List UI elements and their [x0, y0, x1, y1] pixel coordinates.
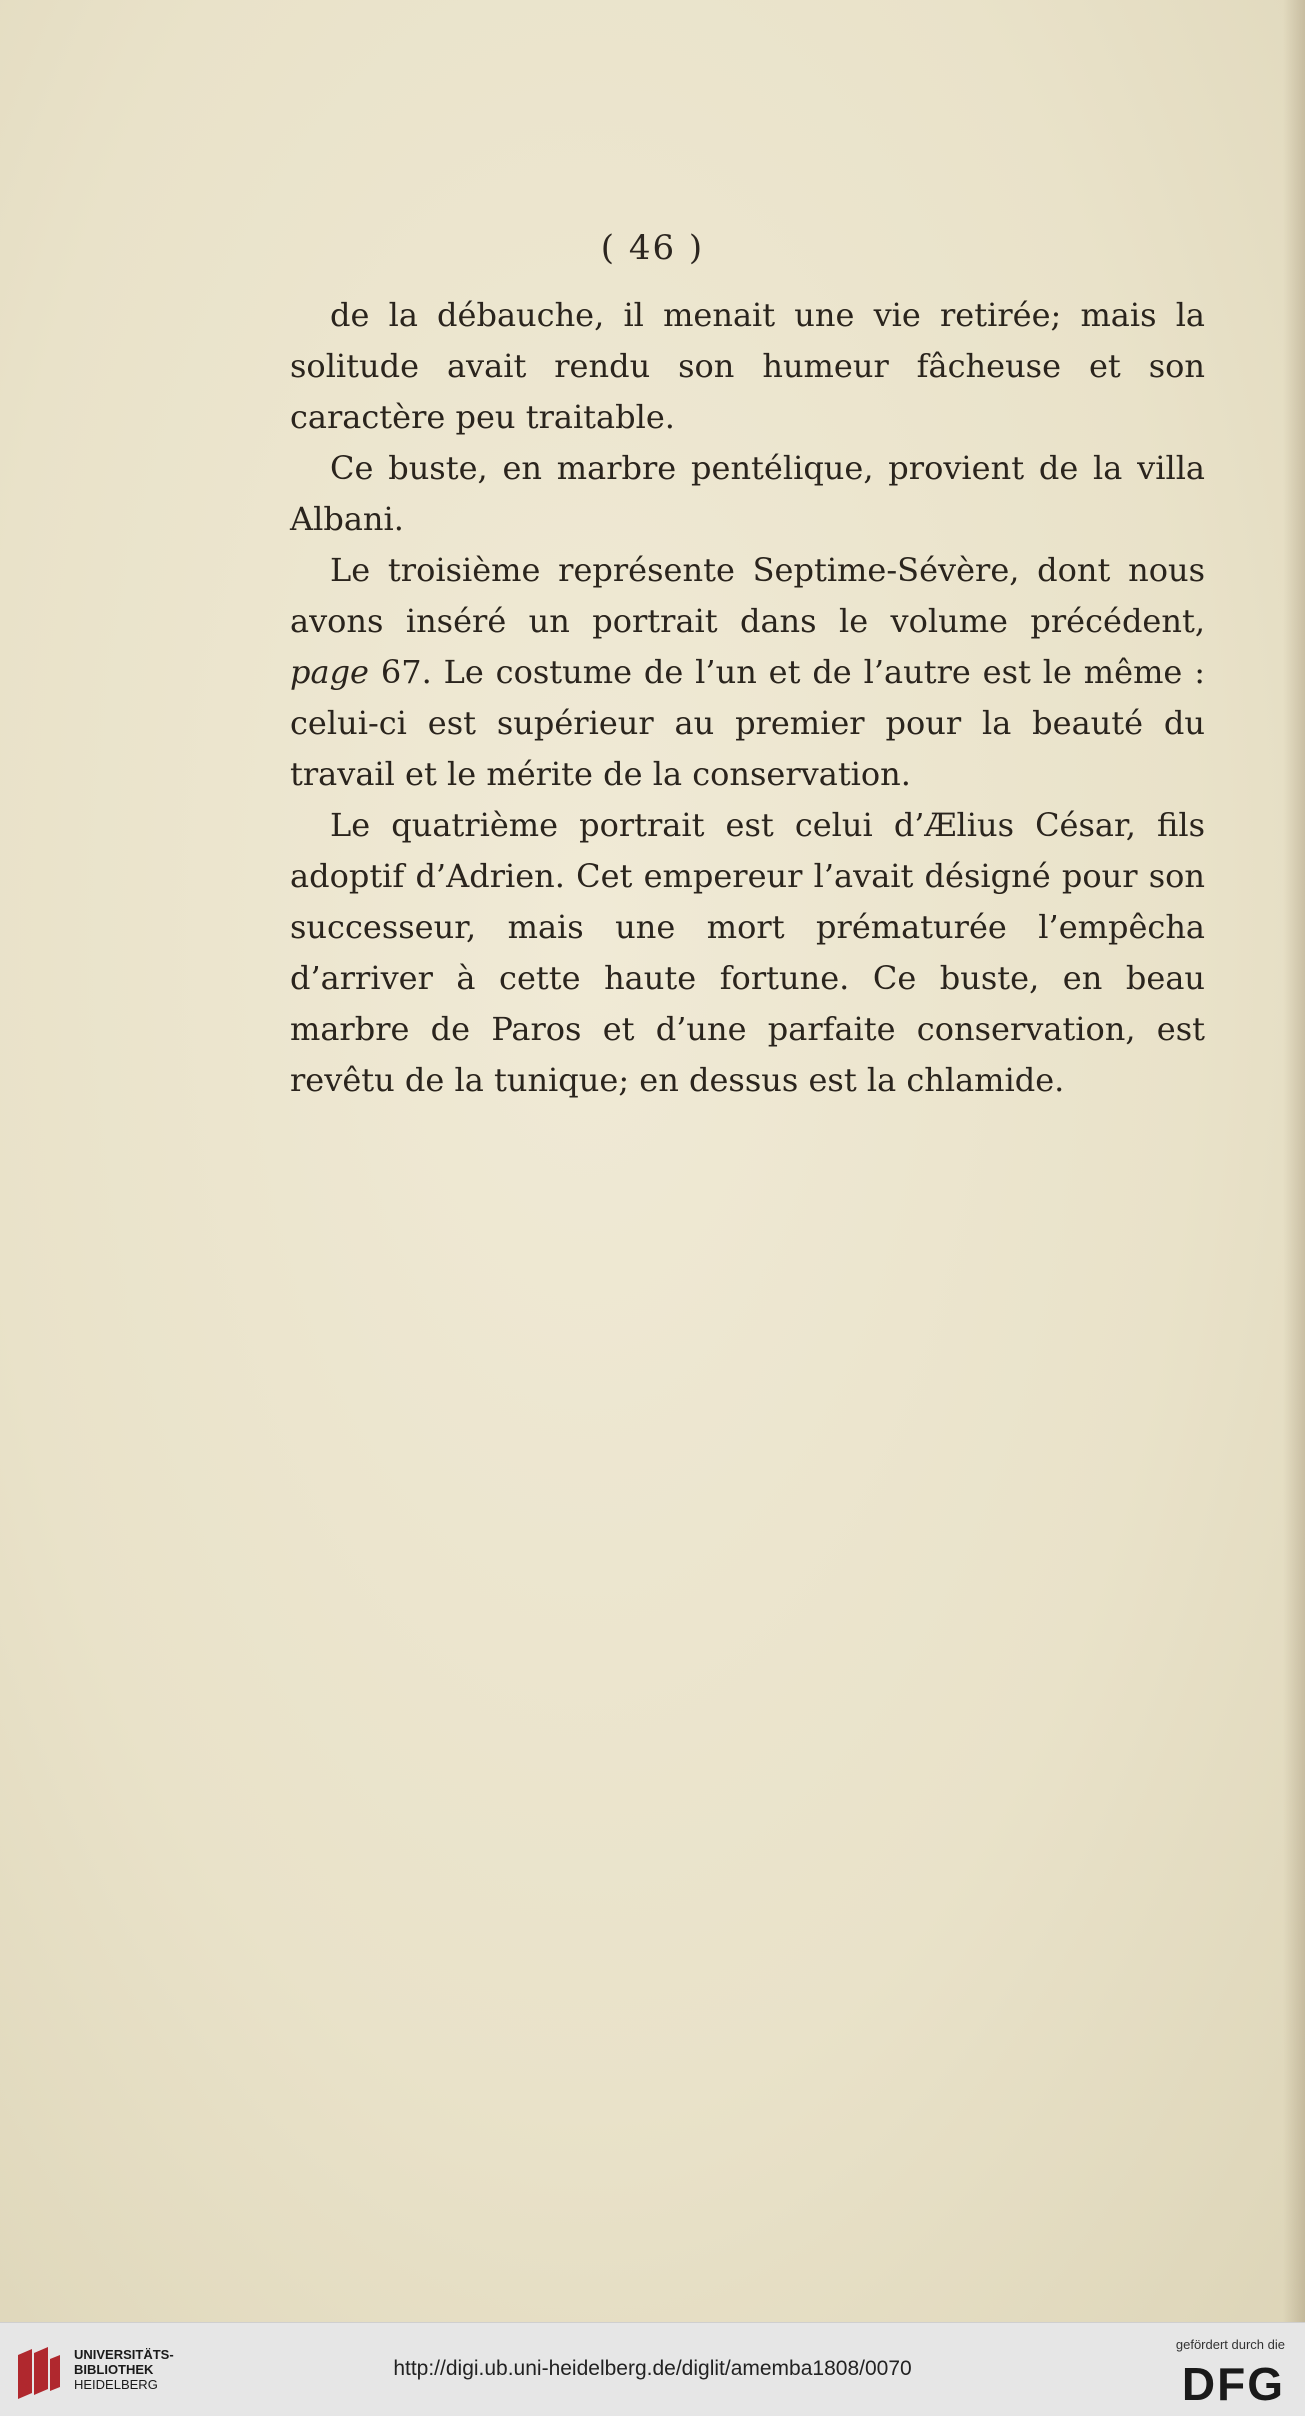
body-text: [290, 290, 1205, 1106]
text-run: Ce buste, en marbre pentélique, provient de la villa Albani.: [290, 449, 1205, 538]
text-run: Le troisième représente Septime-Sévère, dont nous avons inséré un portrait dans le volume précédent,: [290, 551, 1205, 640]
italic-text-run: page: [290, 653, 369, 691]
page-edge-shadow: [1283, 0, 1305, 2322]
text-run: Le quatrième portrait est celui d’Ælius César, fils adoptif d’Adrien. Cet empereur l’avait désigné pour son successeur, mais une mort prématurée l’empêcha d’arriver à cette haute fortune. Ce buste, en beau marbre de Paros et d’une parfaite conservation, est revêtu de la tunique; en dessus est la chlamide.: [290, 806, 1205, 1099]
paragraph: [290, 290, 1205, 443]
text-run: de la débauche, il menait une vie retirée; mais la solitude avait rendu son humeur fâcheuse et son caractère peu traitable.: [290, 296, 1205, 436]
dfg-logo: DFG: [1181, 2358, 1285, 2410]
paragraph: [290, 545, 1205, 800]
library-name-line2: BIBLIOTHEK: [74, 2362, 154, 2377]
paragraph: [290, 443, 1205, 545]
library-name-line3: HEIDELBERG: [74, 2377, 158, 2392]
page-number: ( 46 ): [600, 228, 705, 268]
library-name-line1: UNIVERSITÄTS-: [74, 2347, 174, 2362]
footer-bar: [0, 2322, 1305, 2416]
text-run: 67. Le costume de l’un et de l’autre est le même : celui-ci est supérieur au premier pour la beauté du travail et le mérite de la conservation.: [290, 653, 1205, 793]
paragraph: [290, 800, 1205, 1106]
funding-caption: gefördert durch die: [1175, 2337, 1285, 2352]
permalink-url[interactable]: http://digi.ub.uni-heidelberg.de/diglit/amemba1808/0070: [393, 2357, 912, 2380]
